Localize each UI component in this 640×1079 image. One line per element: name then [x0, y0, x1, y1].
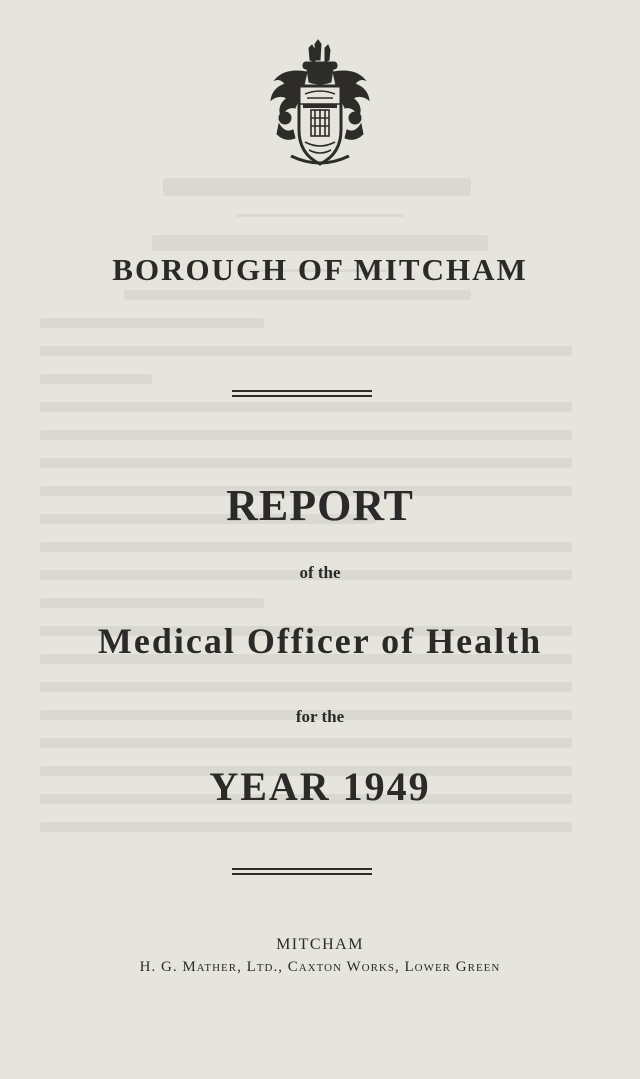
report-title: REPORT [226, 481, 414, 530]
of-the-text: of the [299, 563, 341, 582]
double-rule-divider [232, 868, 372, 875]
for-the-text: for the [295, 707, 345, 726]
subject-title: Medical Officer of Health [97, 621, 543, 661]
borough-title: BOROUGH OF MITCHAM [112, 252, 528, 287]
printer-imprint: H. G. Mather, Ltd., Caxton Works, Lower Green [139, 959, 501, 975]
place-name: MITCHAM [276, 936, 364, 953]
year-title: YEAR 1949 [209, 764, 431, 809]
double-rule-divider [232, 390, 372, 397]
coat-of-arms-icon [0, 38, 640, 173]
